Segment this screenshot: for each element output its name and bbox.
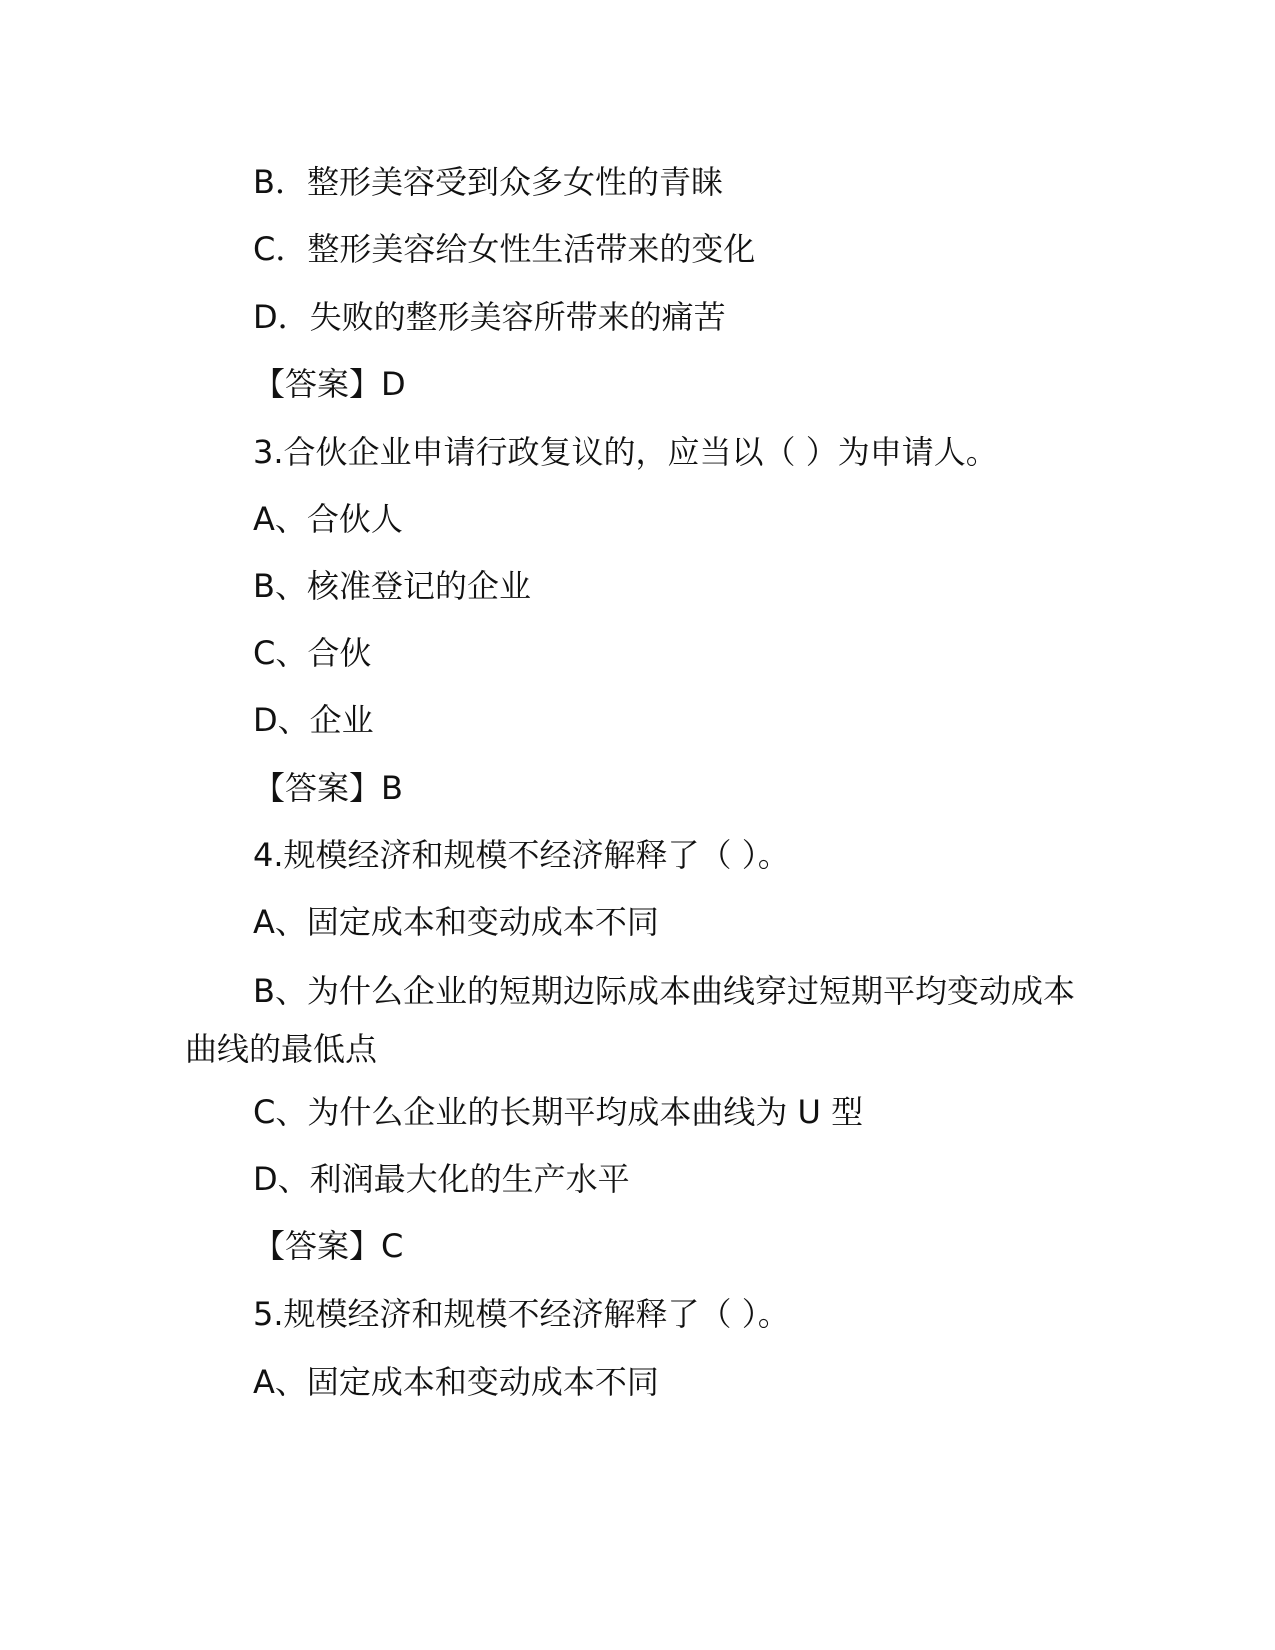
- q4-option-a: A、固定成本和变动成本不同: [253, 903, 659, 941]
- q2-answer: 【答案】D: [253, 365, 406, 403]
- q2-option-d: D．失败的整形美容所带来的痛苦: [253, 298, 726, 336]
- q3-question: 3.合伙企业申请行政复议的，应当以（ ）为申请人。: [253, 433, 998, 471]
- q4-question: 4.规模经济和规模不经济解释了（ ）。: [253, 836, 790, 874]
- q4-option-d: D、利润最大化的生产水平: [253, 1160, 630, 1198]
- q5-option-a: A、固定成本和变动成本不同: [253, 1363, 659, 1401]
- q3-option-b: B、核准登记的企业: [253, 567, 531, 605]
- q5-question: 5.规模经济和规模不经济解释了（ ）。: [253, 1295, 790, 1333]
- q3-option-d: D、企业: [253, 701, 374, 739]
- q2-option-c: C．整形美容给女性生活带来的变化: [253, 230, 756, 268]
- q3-answer: 【答案】B: [253, 769, 403, 807]
- q2-option-b: B．整形美容受到众多女性的青睐: [253, 163, 723, 201]
- q3-option-a: A、合伙人: [253, 500, 403, 538]
- q4-answer: 【答案】C: [253, 1227, 404, 1265]
- q3-option-c: C、合伙: [253, 634, 372, 672]
- q4-option-c: C、为什么企业的长期平均成本曲线为 U 型: [253, 1093, 864, 1131]
- q4-option-b: B、为什么企业的短期边际成本曲线穿过短期平均变动成本曲线的最低点: [185, 972, 1075, 1068]
